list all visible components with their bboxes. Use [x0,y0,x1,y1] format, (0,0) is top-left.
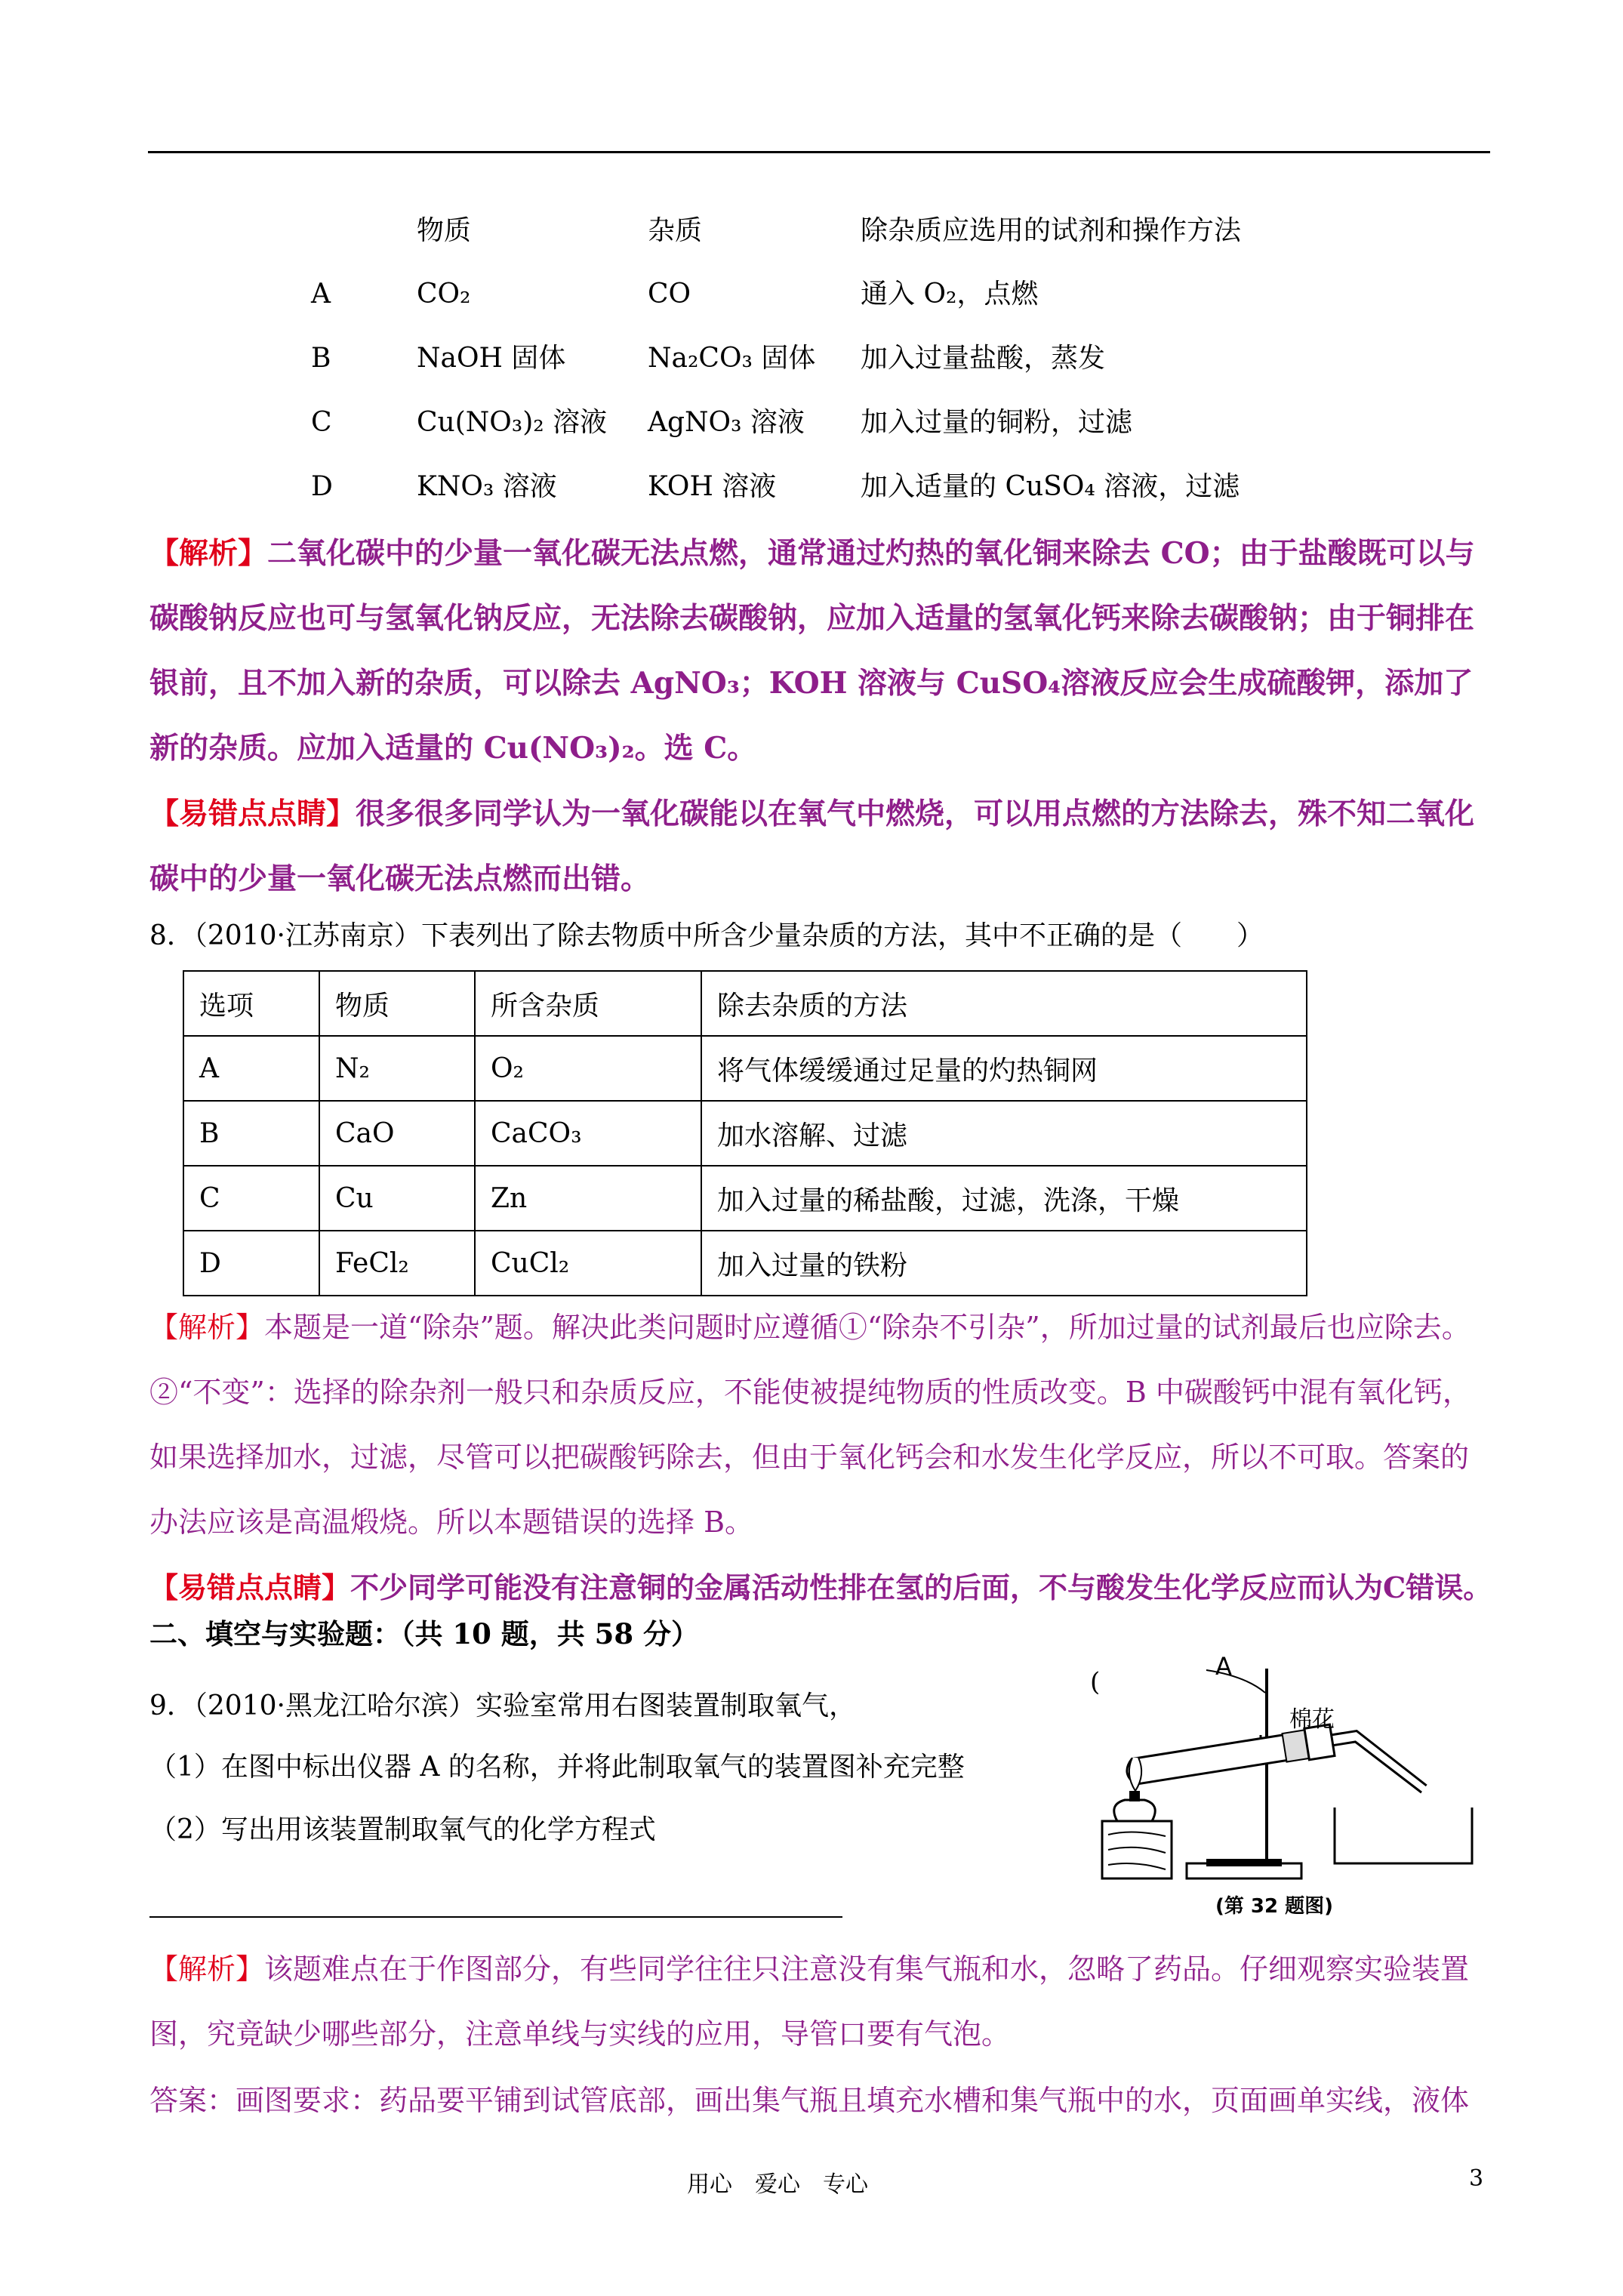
table7-header-impurity: 杂质 [648,215,703,246]
analysis7 [149,521,1493,781]
table-cell: O₂ [475,1036,701,1101]
table7-row-option: C [311,407,332,438]
table-cell: CaCO₃ [475,1101,701,1166]
analysis8 [149,1295,1493,1555]
error7-label: 【易错点点睛】 [149,797,356,831]
table-cell: C [183,1166,319,1231]
figure-label-cotton: 棉花 [1289,1706,1335,1733]
table-row [183,971,1307,1036]
figure-label-a: A [1215,1652,1232,1681]
figure-caption: (第 32 题图) [1215,1895,1334,1918]
analysis7-label: 【解析】 [149,536,268,571]
table7-row-impurity: CO [648,279,691,310]
apparatus-diagram [1072,1623,1495,1910]
q8-stem: 8．（2010·江苏南京）下表列出了除去物质中所含少量杂质的方法，其中不正确的是（ ） [149,920,1264,951]
q9-figure [1072,1623,1495,1918]
q8-header-impurity: 所含杂质 [475,971,701,1036]
table7-row-impurity: KOH 溶液 [648,471,777,502]
analysis8-label: 【解析】 [149,1311,265,1344]
table-row [183,1101,1307,1166]
table-cell: 加入过量的稀盐酸，过滤，洗涤，干燥 [701,1166,1307,1231]
error7 [149,781,1493,911]
q8-header-method: 除去杂质的方法 [701,971,1307,1036]
table7-row-method: 加入过量的铜粉，过滤 [861,407,1133,438]
table7-row-method: 通入 O₂，点燃 [861,279,1039,310]
table7-row-method: 加入适量的 CuSO₄ 溶液，过滤 [861,471,1240,502]
analysis8-text: 本题是一道“除杂”题。解决此类问题时应遵循①“除杂不引杂”，所加过量的试剂最后也应除去。②“不变”：选择的除杂剂一般只和杂质反应，不能使被提纯物质的性质改变。B 中碳酸钙中混有氧化钙，如果选择加水，过滤，尽管可以把碳酸钙除去，但由于氧化钙会和水发生化学反应，所以不可取。答案的办法应该是高温煅烧。所以本题错误的选择 B。 [149,1311,1471,1539]
answer9-label: 答案： [149,2084,236,2117]
table-cell: 加水溶解、过滤 [701,1101,1307,1166]
table-cell: Zn [475,1166,701,1231]
table-cell: A [183,1036,319,1101]
q9-stem: 9．（2010·黑龙江哈尔滨）实验室常用右图装置制取氧气， [149,1690,856,1721]
analysis7-text: 二氧化碳中的少量一氧化碳无法点燃，通常通过灼热的氧化铜来除去 CO；由于盐酸既可以与碳酸钠反应也可与氢氧化钠反应，无法除去碳酸钠，应加入适量的氢氧化钙来除去碳酸钠；由于铜排在银前，且不加入新的杂质，可以除去 AgNO₃；KOH 溶液与 CuSO₄溶液反应会生成硫酸钾，添加了新的杂质。应加入适量的 Cu(NO₃)₂。选 C。 [149,536,1475,766]
q8-table [183,970,1307,1296]
table-cell: 将气体缓缓通过足量的灼热铜网 [701,1036,1307,1101]
q9-part1: （1）在图中标出仪器 A 的名称，并将此制取氧气的装置图补充完整 [149,1752,965,1783]
error8-label: 【易错点点睛】 [149,1570,351,1604]
page-number: 3 [1469,2165,1484,2192]
table7-row-substance: Cu(NO₃)₂ 溶液 [417,407,608,438]
figure-paren: ( [1090,1667,1101,1697]
q8-header-option: 选项 [183,971,319,1036]
error8 [149,1555,1493,1620]
table-cell: 加入过量的铁粉 [701,1231,1307,1296]
table7-header-substance: 物质 [417,215,472,246]
table-row [183,1036,1307,1101]
table-cell: FeCl₂ [319,1231,475,1296]
table-row [183,1166,1307,1231]
analysis9-label: 【解析】 [149,1952,265,1986]
q9-part2: （2）写出用该装置制取氧气的化学方程式 [149,1814,656,1845]
table7-header-method: 除杂质应选用的试剂和操作方法 [861,215,1242,246]
table7-row-substance: KNO₃ 溶液 [417,471,557,502]
section2-title: 二、填空与实验题：（共 10 题，共 58 分） [149,1617,700,1650]
table7-row-substance: CO₂ [417,279,471,310]
table-row [183,1231,1307,1296]
footer-motto: 用心 爱心 专心 [687,2171,868,2198]
table7-row-method: 加入过量盐酸，蒸发 [861,343,1106,374]
table7-row-option: D [311,471,333,502]
table-cell: CuCl₂ [475,1231,701,1296]
answer-blank-line [149,1916,842,1918]
analysis9-text: 该题难点在于作图部分，有些同学往往只注意没有集气瓶和水，忽略了药品。仔细观察实验装置图，究竟缺少哪些部分，注意单线与实线的应用，导管口要有气泡。 [149,1952,1470,2051]
table7-row-impurity: Na₂CO₃ 固体 [648,343,816,374]
answer9 [149,2068,1493,2133]
answer9-text: 画图要求：药品要平铺到试管底部，画出集气瓶且填充水槽和集气瓶中的水，页面画单实线，液体 [236,2084,1470,2117]
error8-text: 不少同学可能没有注意铜的金属活动性排在氢的后面，不与酸发生化学反应而认为C错误。 [350,1570,1492,1604]
table7-row-impurity: AgNO₃ 溶液 [648,407,805,438]
error7-text: 很多很多同学认为一氧化碳能以在氧气中燃烧，可以用点燃的方法除去，殊不知二氧化碳中的少量一氧化碳无法点燃而出错。 [149,797,1475,896]
header-rule [148,151,1490,153]
table-cell: CaO [319,1101,475,1166]
table7-row-option: B [311,343,331,374]
table-cell: D [183,1231,319,1296]
table-cell: Cu [319,1166,475,1231]
table7-row-substance: NaOH 固体 [417,343,566,374]
analysis9 [149,1937,1493,2066]
table-cell: B [183,1101,319,1166]
table7-row-option: A [311,279,331,310]
table-cell: N₂ [319,1036,475,1101]
q8-header-substance: 物质 [319,971,475,1036]
